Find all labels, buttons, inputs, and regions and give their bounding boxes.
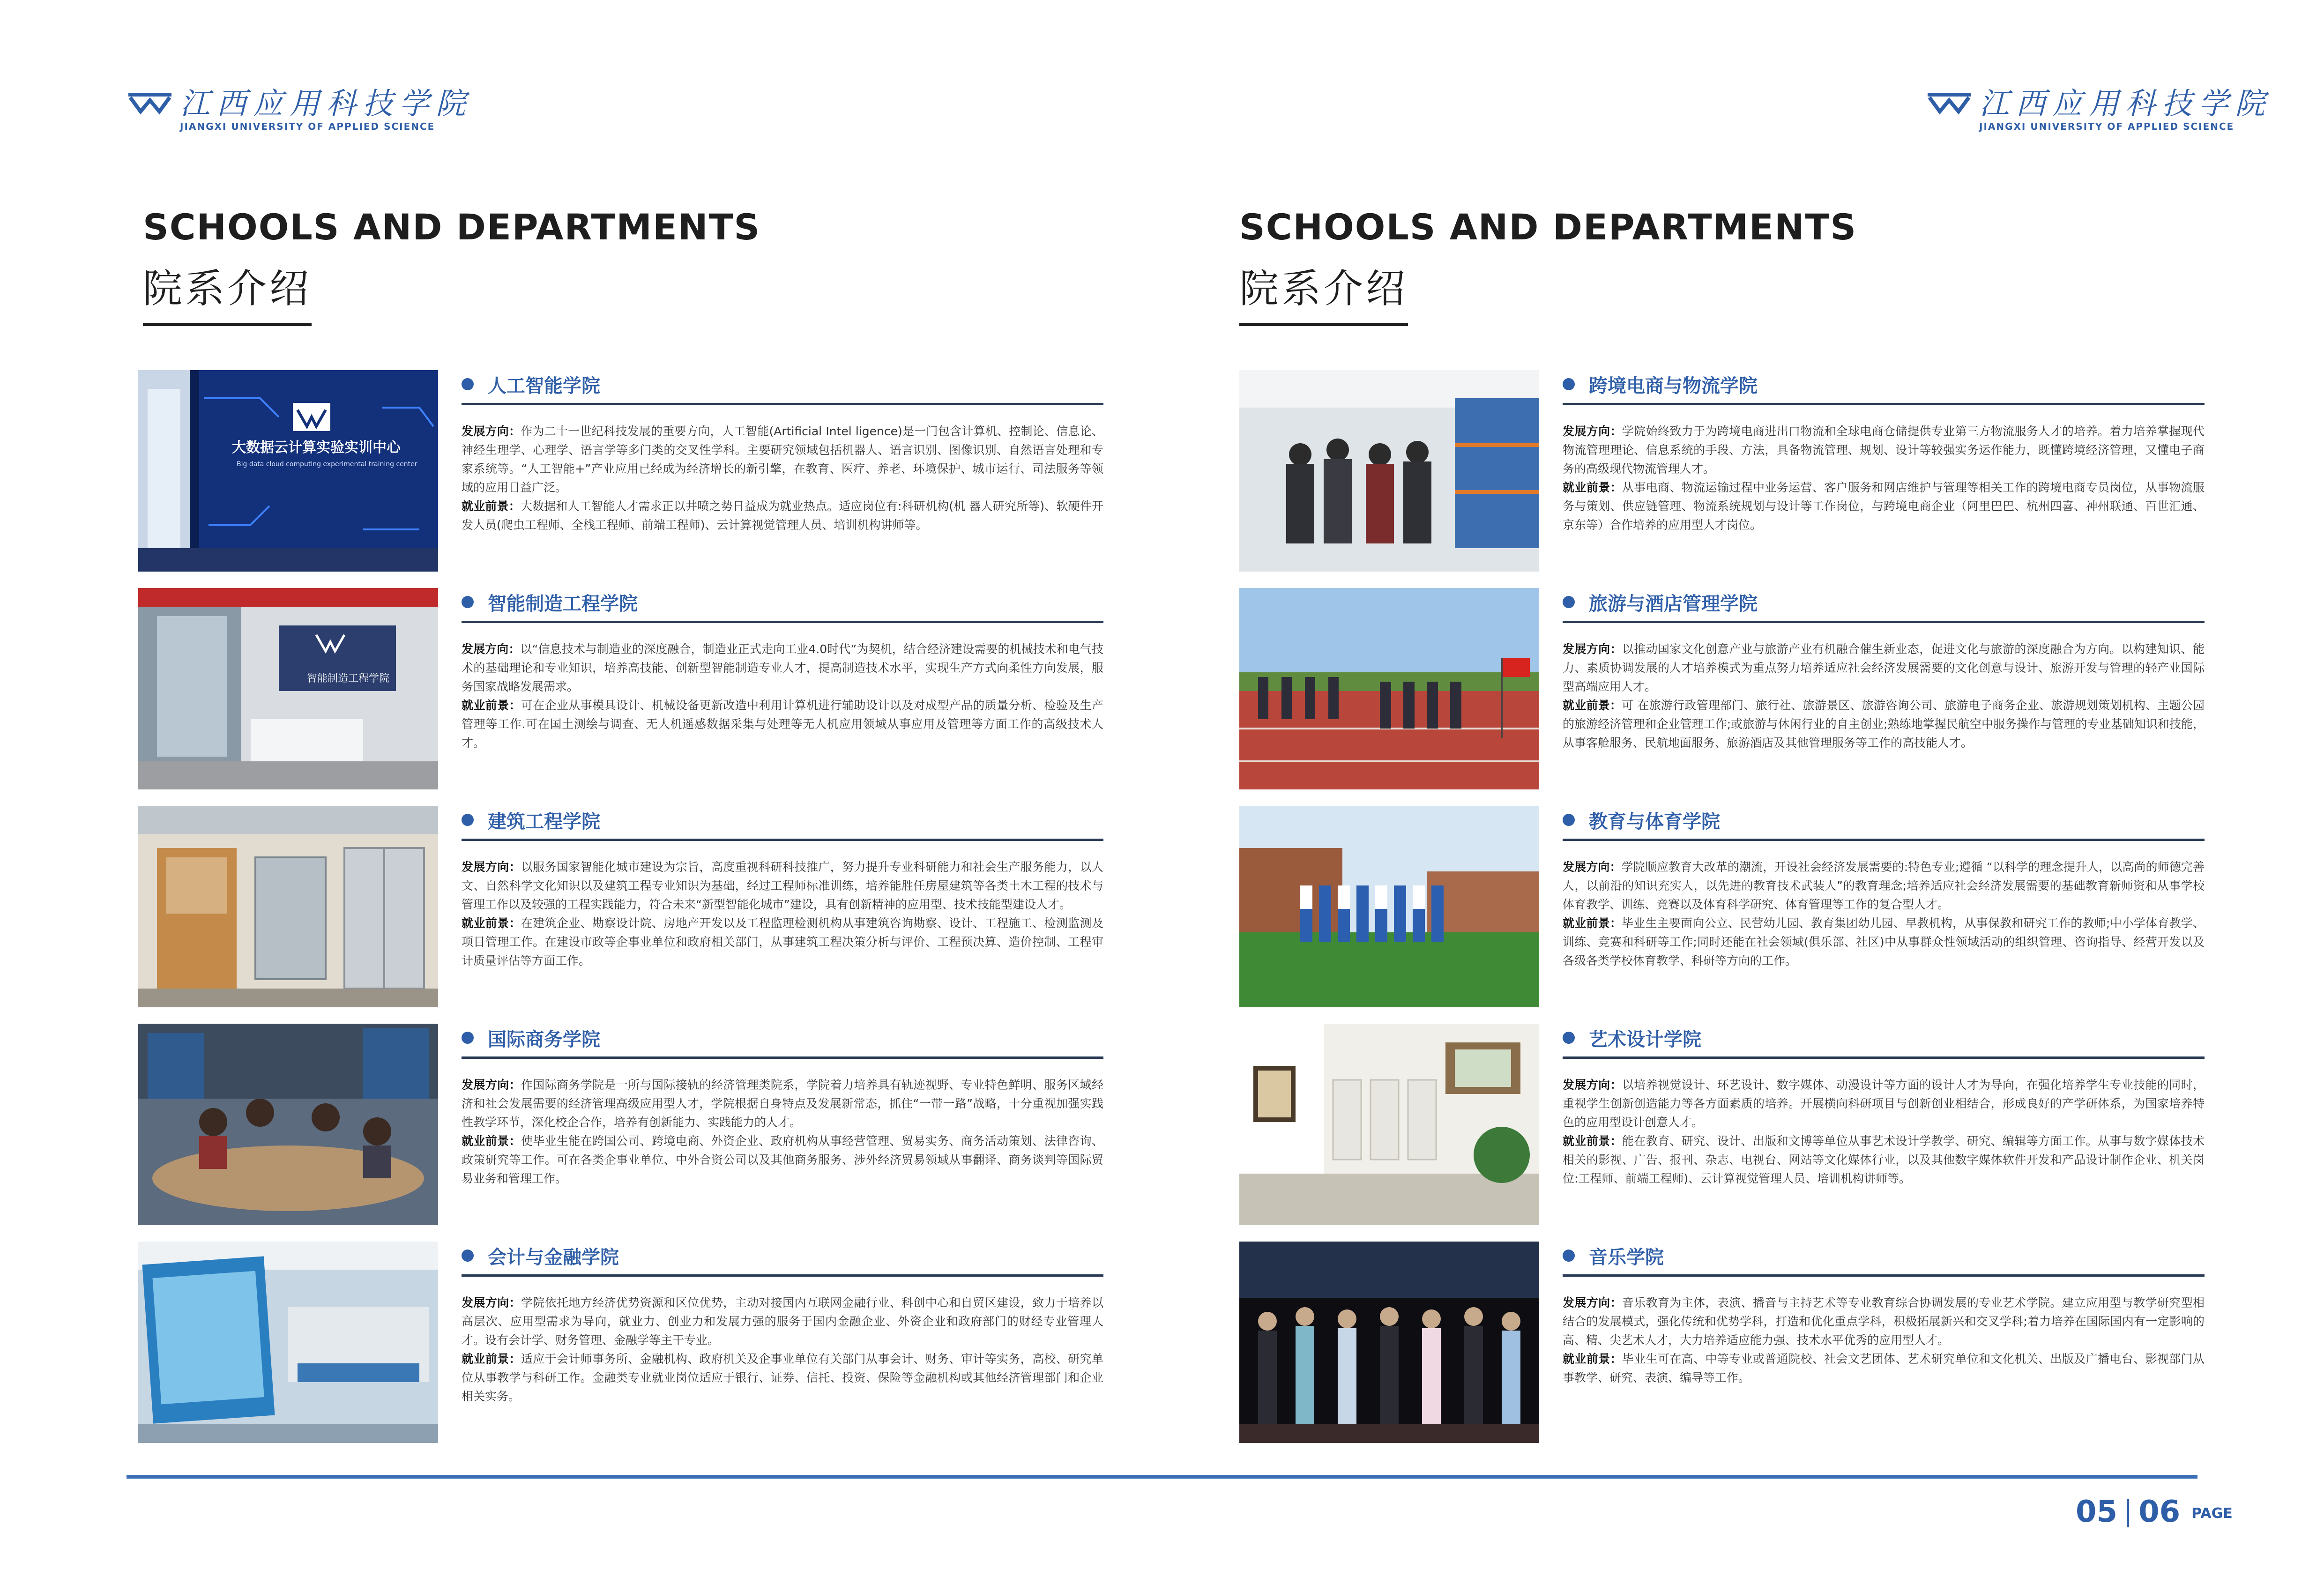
school-title: 教育与体育学院 bbox=[1589, 811, 1720, 833]
title-rule bbox=[462, 403, 1103, 405]
bullet-icon bbox=[1563, 1032, 1575, 1044]
manufacturing-lobby-photo bbox=[138, 588, 438, 789]
bank-terminal-photo bbox=[138, 1242, 438, 1443]
direction-text: 发展方向：音乐教育为主体，表演、播音与主持艺术等专业教育综合协调发展的专业艺术学院。建立应用型与教学研究型相结合的发展模式，强化传统和优势学科，打造和优化重点学科，积极拓展新兴和交叉学科;着力培养在国际国内有一定影响的高、精、尖艺术人才，大力培养适应能力强、技术水平优秀的应用型人才。 bbox=[1563, 1296, 2205, 1347]
title-rule bbox=[1563, 1056, 2205, 1059]
school-body bbox=[1563, 588, 2205, 752]
school-body bbox=[1563, 806, 2205, 970]
direction-text: 发展方向：学院依托地方经济优势资源和区位优势，主动对接国内互联网金融行业、科创中心和自贸区建设，致力于培养以高层次、应用型需求为导向，就业力、创业力和发展力强的服务于国内金融企业、外资企业和政府部门的财经专业管理人才。设有会计学、财务管理、金融学等主干专业。 bbox=[462, 1296, 1103, 1347]
employment-text: 就业前景：在建筑企业、勘察设计院、房地产开发以及工程监理检测机构从事建筑咨询勘察、设计、工程施工、检测监测及项目管理工作。在建设市政等企事业单位和政府相关部门，从事建筑工程决策分析与评价、工程预决算、造价控制、工程审计质量评估等方面工作。 bbox=[462, 916, 1103, 967]
page-number-divider bbox=[2127, 1499, 2129, 1527]
direction-text: 发展方向：以推动国家文化创意产业与旅游产业有机融合催生新业态，促进文化与旅游的深度融合为方向。以构建知识、能力、素质协调发展的人才培养模式为重点努力培养适应社会经济发展需要的文化创意与设计、旅游开发与管理的轻产业国际型高端应用人才。 bbox=[1563, 642, 2205, 693]
title-rule bbox=[1563, 1274, 2205, 1277]
page-title-en: SCHOOLS AND DEPARTMENTS bbox=[1239, 206, 1857, 248]
bullet-icon bbox=[462, 1032, 474, 1044]
page-number-right: 06 bbox=[2138, 1495, 2181, 1529]
employment-text: 就业前景：可在企业从事模具设计、机械设备更新改造中利用计算机进行辅助设计以及对成型产品的质量分析、检验及生产管理等工作.可在国土测绘与调查、无人机遥感数据采集与处理等无人机应用领域从事应用及管理等方面工作的高级技术人才。 bbox=[462, 699, 1103, 750]
page-title-cn: 院系介绍 bbox=[143, 266, 312, 312]
school-title: 跨境电商与物流学院 bbox=[1589, 375, 1758, 397]
logistics-lab-photo bbox=[1239, 370, 1539, 572]
bullet-icon bbox=[462, 378, 474, 390]
school-body bbox=[462, 370, 1103, 535]
employment-text: 就业前景：大数据和人工智能人才需求正以井喷之势日益成为就业热点。适应岗位有:科研机构(机 器人研究所等)、软硬件开发人员(爬虫工程师、全栈工程师、前端工程师)、云计算视觉管理人员、培训机构讲师等。 bbox=[462, 499, 1103, 532]
school-title: 人工智能学院 bbox=[488, 375, 600, 397]
school-body bbox=[1563, 1242, 2205, 1387]
ai-sign-en-text: Big data cloud computing experimental training center bbox=[237, 461, 417, 468]
page-title-cn: 院系介绍 bbox=[1239, 266, 1408, 312]
school-title: 旅游与酒店管理学院 bbox=[1589, 593, 1758, 615]
page-title-en: SCHOOLS AND DEPARTMENTS bbox=[143, 206, 761, 248]
school-accounting-finance bbox=[138, 1242, 1103, 1443]
direction-text: 发展方向：以服务国家智能化城市建设为宗旨，高度重视科研科技推广，努力提升专业科研能力和社会生产服务能力，以人文、自然科学文化知识以及建筑工程专业知识为基础，经过工程师标准训练，培养能胜任房屋建筑等各类土木工程的技术与管理工作以及较强的工程实践能力，符合未来“新型智能化城市”建设，具有创新精神的应用型、技术技能型建设人才。 bbox=[462, 860, 1103, 911]
school-body bbox=[462, 588, 1103, 752]
direction-text: 发展方向：以“信息技术与制造业的深度融合，制造业正式走向工业4.0时代”为契机，结合经济建设需要的机械技术和电气技术的基础理论和专业知识，培养高技能、创新型智能制造专业人才，提高制造技术水平，实现生产方式向柔性方向发展，服务国家战略发展需求。 bbox=[462, 642, 1103, 693]
school-international-business bbox=[138, 1024, 1103, 1225]
university-emblem-icon bbox=[1926, 89, 1973, 115]
logo-en-text: JIANGXI UNIVERSITY OF APPLIED SCIENCE bbox=[180, 121, 435, 132]
employment-text: 就业前景：使毕业生能在跨国公司、跨境电商、外资企业、政府机构从事经营管理、贸易实务、商务活动策划、法律咨询、政策研究等工作。可在各类企事业单位、中外合资公司以及其他商务服务、涉外经济贸易领域从事翻译、商务谈判等国际贸易业务和管理工作。 bbox=[462, 1134, 1103, 1185]
page-heading-right bbox=[1239, 206, 1857, 326]
bullet-icon bbox=[462, 1250, 474, 1262]
title-rule bbox=[1563, 621, 2205, 623]
bullet-icon bbox=[1563, 814, 1575, 826]
school-title: 会计与金融学院 bbox=[488, 1246, 619, 1268]
school-art-design bbox=[1239, 1024, 2205, 1225]
school-body bbox=[462, 1024, 1103, 1188]
page-number-left: 05 bbox=[2076, 1495, 2118, 1529]
school-title: 艺术设计学院 bbox=[1589, 1028, 1701, 1050]
school-body bbox=[462, 1242, 1103, 1406]
school-title: 国际商务学院 bbox=[488, 1028, 600, 1050]
employment-text: 就业前景：毕业生主要面向公立、民营幼儿园、教育集团幼儿园、早教机构，从事保教和研究工作的教师;中小学体育教学、训练、竞赛和科研等工作;同时还能在社会领域(俱乐部、社区)中从事群众性领域活动的组织管理、咨询指导、经营开发以及各级各类学校体育教学、科研等方向的工作。 bbox=[1563, 916, 2205, 967]
school-body bbox=[462, 806, 1103, 970]
title-rule bbox=[1563, 403, 2205, 405]
football-team-photo bbox=[1239, 806, 1539, 1007]
direction-text: 发展方向：以培养视觉设计、环艺设计、数字媒体、动漫设计等方面的设计人才为导向，在强化培养学生专业技能的同时，重视学生创新创造能力等各方面素质的培养。开展横向科研项目与创新创业相结合，形成良好的产学研体系，为国家培养特色的应用型设计创意人才。 bbox=[1563, 1078, 2205, 1129]
footer-rule bbox=[127, 1475, 2197, 1479]
bullet-icon bbox=[1563, 596, 1575, 608]
school-intelligent-manufacturing bbox=[138, 588, 1103, 789]
title-rule bbox=[462, 621, 1103, 623]
logo-cn-text: 江西应用科技学院 bbox=[180, 87, 472, 121]
architecture-lab-photo bbox=[138, 806, 438, 1007]
employment-text: 就业前景：适应于会计师事务所、金融机构、政府机关及企事业单位有关部门从事会计、财务、审计等实务，高校、研究单位从事教学与科研工作。金融类专业就业岗位适应于银行、证券、信托、投资、保险等金融机构或其他经济管理部门和企业相关实务。 bbox=[462, 1352, 1103, 1403]
ai-sign-text: 大数据云计算实验实训中心 bbox=[232, 439, 401, 456]
logo-cn-text: 江西应用科技学院 bbox=[1979, 87, 2272, 121]
title-rule bbox=[462, 839, 1103, 841]
employment-text: 就业前景：从事电商、物流运输过程中业务运营、客户服务和网店维护与管理等相关工作的跨境电商专员岗位，从事物流服务与策划、供应链管理、物流系统规划与设计等工作岗位，与跨境电商企业（阿里巴巴、杭州四喜、神州联通、百世汇通、京东等）合作培养的应用型人才岗位。 bbox=[1563, 481, 2205, 532]
school-crossborder-ecommerce bbox=[1239, 370, 2205, 572]
direction-text: 发展方向：作为二十一世纪科技发展的重要方向，人工智能(Artificial Intel ligence)是一门包含计算机、控制论、信息论、神经生理学、心理学、语言学等多门类的交叉性学科。主要研究领域包括机器人、语言识别、图像识别、自然语言处理和专家系统等。“人工智能+”产业应用已经成为经济增长的新引擎，在教育、医疗、养老、环境保护、城市运行、司法服务等领域的应用日益广泛。 bbox=[462, 424, 1103, 494]
parade-photo bbox=[1239, 588, 1539, 789]
title-rule bbox=[462, 1056, 1103, 1059]
page-number bbox=[2076, 1495, 2233, 1529]
bullet-icon bbox=[462, 814, 474, 826]
school-body bbox=[1563, 1024, 2205, 1188]
title-rule bbox=[1563, 839, 2205, 841]
title-rule bbox=[462, 1274, 1103, 1277]
school-tourism-hotel bbox=[1239, 588, 2205, 789]
school-music bbox=[1239, 1242, 2205, 1443]
page-heading-left bbox=[143, 206, 760, 326]
bullet-icon bbox=[1563, 1250, 1575, 1262]
employment-text: 就业前景：可 在旅游行政管理部门、旅行社、旅游景区、旅游咨询公司、旅游电子商务企业、旅游规划策划机构、主题公园的旅游经济管理和企业管理工作;或旅游与休闲行业的自主创业;熟练地掌握民航空中服务操作与管理的专业基础知识和技能，从事客舱服务、民航地面服务、旅游酒店及其他管理服务等工作的高技能人才。 bbox=[1563, 699, 2205, 750]
manufacturing-sign-text: 智能制造工程学院 bbox=[307, 673, 390, 684]
library-discussion-photo bbox=[138, 1024, 438, 1225]
music-performance-photo bbox=[1239, 1242, 1539, 1443]
logo-en-text: JIANGXI UNIVERSITY OF APPLIED SCIENCE bbox=[1979, 121, 2235, 132]
direction-text: 发展方向：学院始终致力于为跨境电商进出口物流和全球电商仓储提供专业第三方物流服务人才的培养。着力培养掌握现代物流管理理论、信息系统的手段、方法，具备物流管理、规划、设计等较强实务运作能力，既懂跨境经济管理，又懂电子商务的高级现代物流管理人才。 bbox=[1563, 424, 2205, 476]
employment-text: 就业前景：能在教育、研究、设计、出版和文博等单位从事艺术设计学教学、研究、编辑等方面工作。从事与数字媒体技术相关的影视、广告、报刊、杂志、电视台、网站等文化媒体行业，以及其他数字媒体软件开发和产品设计制作企业、机关岗位:工程师、前端工程师)、云计算视觉管理人员、培训机构讲师等。 bbox=[1563, 1134, 2205, 1185]
direction-text: 发展方向：学院顺应教育大改革的潮流，开设社会经济发展需要的:特色专业;遵循 “以科学的理念提升人，以高尚的师德完善人，以前沿的知识充实人，以先进的教育技术武装人”的教育理念;培养适应社会经济发展需要的基础教育新师资和从事学校体育教学、训练、竞赛以及体育科学研究、体育管理等工作的复合型人才。 bbox=[1563, 860, 2205, 911]
school-title: 音乐学院 bbox=[1589, 1246, 1664, 1268]
school-title: 建筑工程学院 bbox=[488, 811, 600, 833]
bullet-icon bbox=[1563, 378, 1575, 390]
school-title: 智能制造工程学院 bbox=[488, 593, 638, 615]
direction-text: 发展方向：作国际商务学院是一所与国际接轨的经济管理类院系，学院着力培养具有轨迹视野、专业特色鲜明、服务区域经济和社会发展需要的经济管理高级应用型人才，学院根据自身特点及发展新常态，抓住“一带一路”战略，十分重视加强实践性教学环节，深化校企合作，培养有创新能力、实践能力的人才。 bbox=[462, 1078, 1103, 1129]
school-body bbox=[1563, 370, 2205, 535]
heading-rule bbox=[143, 323, 312, 326]
school-education-sports bbox=[1239, 806, 2205, 1007]
heading-rule bbox=[1239, 323, 1408, 326]
page-label: PAGE bbox=[2191, 1505, 2233, 1522]
school-ai bbox=[138, 370, 1103, 572]
school-architecture bbox=[138, 806, 1103, 1007]
art-gallery-photo bbox=[1239, 1024, 1539, 1225]
logo-left bbox=[127, 89, 472, 132]
ai-lab-photo bbox=[138, 370, 438, 572]
bullet-icon bbox=[462, 596, 474, 608]
logo-right bbox=[1926, 89, 2272, 132]
university-emblem-icon bbox=[127, 89, 173, 115]
employment-text: 就业前景：毕业生可在高、中等专业或普通院校、社会文艺团体、艺术研究单位和文化机关、出版及广播电台、影视部门从事教学、研究、表演、编导等工作。 bbox=[1563, 1352, 2205, 1384]
